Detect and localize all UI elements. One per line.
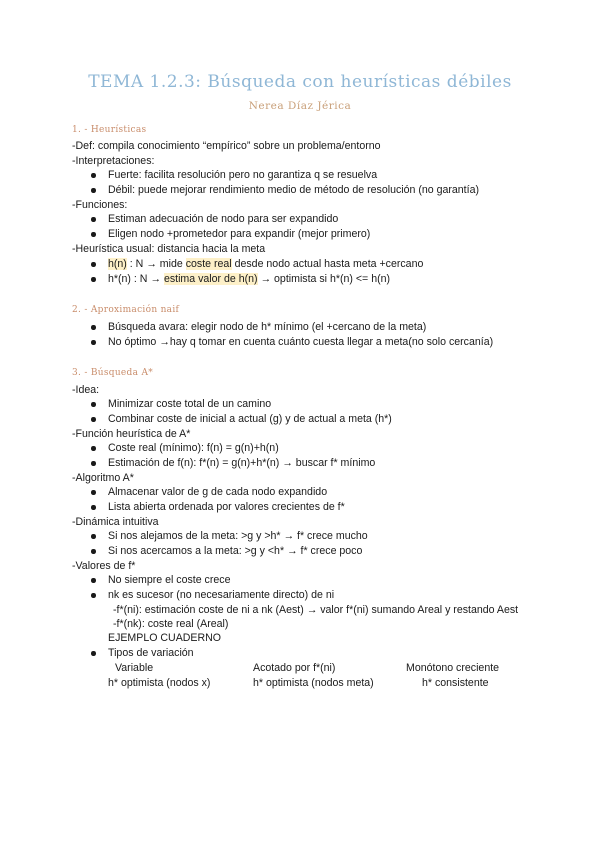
highlighted-text: estima valor de h(n): [163, 273, 258, 285]
list-item: Combinar coste de inicial a actual (g) y de actual a meta (h*): [108, 413, 392, 425]
bullet-dot: [91, 188, 96, 193]
table-cell: Monótono creciente: [406, 662, 500, 674]
sub-item: -f*(ni): estimación coste de ni a nk (Aest) → valor f*(ni) sumando Areal y restando Aest: [113, 604, 519, 616]
bullet-dot: [91, 651, 96, 656]
list-item: nk es sucesor (no necesariamente directo) de ni: [108, 589, 335, 601]
list-item: h(n) : N → mide coste real desde nodo actual hasta meta +cercano: [108, 258, 424, 270]
table-cell: Variable: [115, 662, 154, 674]
bullet-dot: [91, 262, 96, 267]
bullet-dot: [91, 325, 96, 330]
bullet-dot: [91, 461, 96, 466]
list-item: Minimizar coste total de un camino: [108, 398, 272, 410]
algorithm-label: -Algoritmo A*: [72, 472, 134, 484]
highlighted-text: h(n): [108, 258, 127, 270]
sub-item: EJEMPLO CUADERNO: [108, 632, 222, 644]
list-item: No óptimo →hay q tomar en cuenta cuánto cuesta llegar a meta(no solo cercanía): [108, 336, 494, 348]
list-item: Si nos acercamos a la meta: >g y <h* → f* crece poco: [108, 545, 363, 557]
table-cell: h* consistente: [422, 677, 489, 689]
list-item: Si nos alejamos de la meta: >g y >h* → f* crece mucho: [108, 530, 368, 542]
idea-label: -Idea:: [72, 384, 100, 396]
bullet-dot: [91, 549, 96, 554]
interpretations-label: -Interpretaciones:: [72, 155, 155, 167]
list-item: Estimación de f(n): f*(n) = g(n)+h*(n) → buscar f* mínimo: [108, 457, 376, 469]
definition-line: -Def: compila conocimiento “empírico” sobre un problema/entorno: [72, 140, 381, 152]
list-item: Almacenar valor de g de cada nodo expandido: [108, 486, 328, 498]
list-item: Débil: puede mejorar rendimiento medio de método de resolución (no garantía): [108, 184, 479, 196]
section-heading-astar: 3. - Búsqueda A*: [72, 368, 154, 378]
bullet-dot: [91, 417, 96, 422]
list-item: Estiman adecuación de nodo para ser expandido: [108, 213, 339, 225]
bullet-dot: [91, 593, 96, 598]
section-heading-heuristicas: 1. - Heurísticas: [72, 125, 147, 135]
section-heading-naif: 2. - Aproximación naif: [72, 305, 180, 315]
list-item: h*(n) : N → estima valor de h(n) → optimista si h*(n) <= h(n): [108, 273, 391, 285]
bullet-dot: [91, 340, 96, 345]
table-cell: h* optimista (nodos meta): [253, 677, 374, 689]
list-item: Fuerte: facilita resolución pero no garantiza q se resuelva: [108, 169, 378, 181]
dynamics-label: -Dinámica intuitiva: [72, 516, 159, 528]
bullet-dot: [91, 217, 96, 222]
bullet-dot: [91, 578, 96, 583]
list-item: No siempre el coste crece: [108, 574, 231, 586]
bullet-dot: [91, 490, 96, 495]
bullet-dot: [91, 173, 96, 178]
bullet-dot: [91, 232, 96, 237]
bullet-dot: [91, 402, 96, 407]
list-item: Lista abierta ordenada por valores crecientes de f*: [108, 501, 345, 513]
sub-item: -f*(nk): coste real (Areal): [113, 618, 229, 630]
functions-label: -Funciones:: [72, 199, 128, 211]
bullet-dot: [91, 446, 96, 451]
list-item: Coste real (mínimo): f(n) = g(n)+h(n): [108, 442, 279, 454]
list-item: Búsqueda avara: elegir nodo de h* mínimo (el +cercano de la meta): [108, 321, 427, 333]
heuristic-function-label: -Función heurística de A*: [72, 428, 191, 440]
bullet-dot: [91, 534, 96, 539]
table-cell: h* optimista (nodos x): [108, 677, 211, 689]
page-title: TEMA 1.2.3: Búsqueda con heurísticas débiles: [88, 72, 512, 92]
fvalues-label: -Valores de f*: [72, 560, 136, 572]
highlighted-text: coste real: [185, 258, 232, 270]
bullet-dot: [91, 505, 96, 510]
usual-heuristic-label: -Heurística usual: distancia hacia la meta: [72, 243, 266, 255]
bullet-dot: [91, 277, 96, 282]
author-name: Nerea Díaz Jérica: [248, 100, 352, 112]
table-cell: Acotado por f*(ni): [253, 662, 336, 674]
list-item: Tipos de variación: [108, 647, 194, 659]
list-item: Eligen nodo +prometedor para expandir (mejor primero): [108, 228, 371, 240]
